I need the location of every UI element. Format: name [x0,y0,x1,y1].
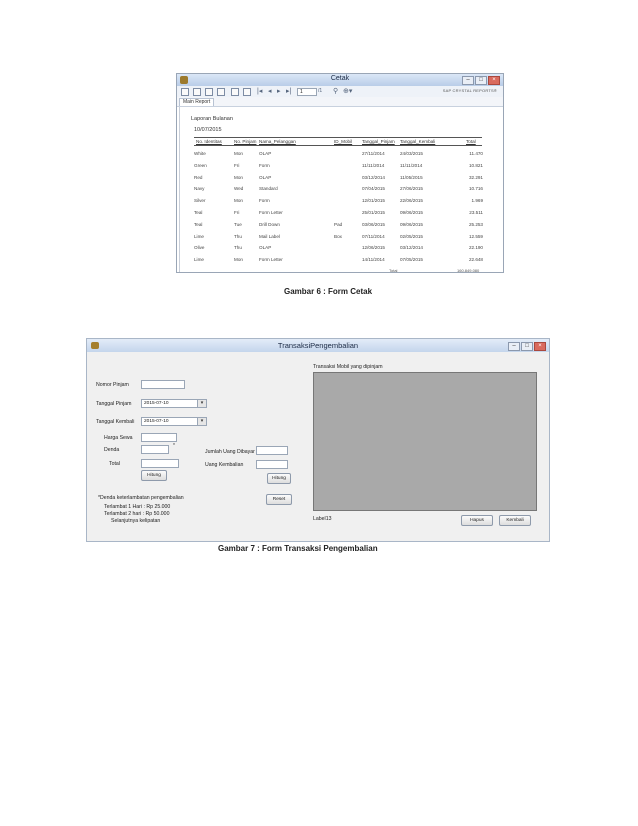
report-cell: Standard [259,186,278,192]
uang-kembalian-input[interactable] [256,460,288,469]
report-cell: 11/05/2015 [400,174,423,180]
denda-asterisk: * [173,443,175,449]
reset-button[interactable]: Reset [266,494,292,505]
report-cell: 25/01/2015 [362,210,385,215]
report-cell: Mon [234,198,243,204]
refresh-icon[interactable] [205,88,213,96]
report-cell: Thu [234,245,242,251]
col-header: ID_Mobil [334,139,353,144]
report-cell: Olive [194,245,205,251]
label-total: Total [109,461,120,467]
window-controls [462,76,500,85]
caption-figure-6: Gambar 6 : Form Cetak [284,287,373,296]
last-page-icon[interactable]: ▸| [286,88,292,95]
calendar-dropdown-icon[interactable]: ▾ [197,399,207,408]
grid-caption: Transaksi Mobil yang dipinjam [313,364,383,370]
note-denda-kelipatan: Selanjutnya kelipatan [111,518,161,524]
report-cell: Red [194,174,203,180]
label-nomor-pinjam: Nomor Pinjam [96,382,129,388]
report-cell: Teal [194,210,203,215]
transaksi-datagrid[interactable] [313,372,537,511]
report-cell: Navy [194,186,205,192]
label-denda: Denda [104,447,120,453]
report-cell: Fri [234,162,240,168]
status-label: Label13 [313,516,332,522]
report-cell: 27/11/2014 [362,151,385,156]
report-cell: 22/06/2015 [400,198,423,204]
label-jumlah-uang: Jumlah Uang Dibayar [205,449,255,455]
copy-icon[interactable] [217,88,225,96]
report-cell: Lime [194,257,204,263]
jumlah-uang-input[interactable] [256,446,288,455]
report-cell: Tue [234,221,242,227]
report-cell: Form Letter [259,257,283,263]
hapus-button[interactable]: Hapus [461,515,493,526]
col-header: Nama_Pelanggan [259,139,296,144]
col-header: No. Identitas [196,139,222,144]
caption-figure-7: Gambar 7 : Form Transaksi Pengembalian [218,544,378,553]
report-cell: 02/05/2015 [400,233,423,239]
window-controls [508,342,546,351]
total-input[interactable] [141,459,179,468]
close-icon[interactable]: × [488,76,500,85]
report-total-value: 160.849.080 [457,268,480,273]
report-cell: 24/03/2015 [400,151,423,156]
report-tabs [177,97,503,107]
group-tree-icon[interactable] [231,88,239,96]
report-cell: 14/11/2014 [362,257,385,263]
close-icon[interactable]: × [534,342,546,351]
report-title: Laporan Bulanan [191,116,233,122]
col-header: Tanggal_Pinjam [362,139,395,144]
report-cell: 12/01/2015 [362,198,385,204]
maximize-icon[interactable]: □ [475,76,487,85]
report-cell: Thu [234,233,242,239]
report-cell: Mail Label [259,233,280,239]
report-cell: 12/06/2015 [362,245,385,251]
report-cell: 27/06/2015 [400,186,423,192]
sap-brand: SAP CRYSTAL REPORTS® [442,88,497,93]
report-cell: Mon [234,257,243,263]
page-number: 1 [300,89,303,95]
label-harga-sewa: Harga Sewa [104,435,133,441]
report-cell: Fri [234,210,240,215]
page-edge [179,107,180,272]
nomor-pinjam-input[interactable] [141,380,185,389]
report-cell: 03/06/2015 [362,221,385,227]
report-cell: 03/12/2014 [400,245,423,251]
report-cell: 11/11/2014 [362,162,385,168]
print-icon[interactable] [193,88,201,96]
parameters-icon[interactable] [243,88,251,96]
report-cell: 22.190 [468,245,483,251]
window-titlebar [177,74,503,86]
window-title: Cetak [330,75,350,82]
prev-page-icon[interactable]: ◂ [268,88,272,95]
next-page-icon[interactable]: ▸ [277,88,281,95]
report-cell: 32.291 [468,174,483,180]
report-cell: 09/06/2015 [400,210,423,215]
report-date: 10/07/2015 [194,127,222,133]
report-cell: 22.648 [468,257,483,263]
report-cell: Mon [234,151,243,156]
window-title: TransaksiPengembalian [277,341,359,350]
page-total: /1 [318,88,323,94]
report-cell: 23.511 [469,210,483,215]
report-total-label: Total [389,268,398,273]
report-cell: Pad [334,221,343,227]
report-cell: OLAP [259,174,272,180]
report-cell: Form [259,198,270,204]
report-cell: 11/11/2014 [400,162,423,168]
report-cell: Mon [234,174,243,180]
label-tanggal-pinjam: Tanggal Pinjam [96,401,132,407]
transaksi-window [86,338,550,542]
export-icon[interactable] [181,88,189,96]
search-icon[interactable]: ⚲ [333,88,339,95]
report-cell: OLAP [259,245,272,251]
report-cell: 03/12/2014 [362,174,385,180]
report-cell: Wed [234,186,244,192]
window-titlebar [87,339,549,352]
report-cell: OLAP [259,151,272,156]
report-cell: 11.470 [469,151,483,156]
tab-main-report[interactable]: Main Report [179,98,214,106]
col-header: Tanggal_Kembali [400,139,436,144]
report-cell: Teal [194,221,203,227]
report-cell: 07/11/2014 [362,233,385,239]
page-number-input[interactable] [297,88,317,96]
hitung-kembalian-button[interactable]: Hitung [267,473,291,484]
report-cell: 07/05/2015 [400,257,423,263]
report-cell: Green [194,162,207,168]
report-header [194,137,482,146]
kembali-button[interactable]: Kembali [499,515,531,526]
col-header: No. Pinjam [234,139,257,144]
col-header: Total [466,139,476,144]
report-cell: 25.253 [468,221,483,227]
calendar-dropdown-icon[interactable]: ▾ [197,417,207,426]
report-cell: Box [334,233,342,239]
label-tanggal-kembali: Tanggal Kembali [96,419,135,425]
note-denda-1-hari: Terlambat 1 Hari : Rp 25.000 [104,504,171,510]
report-cell: 10.716 [468,186,483,192]
harga-sewa-input[interactable] [141,433,177,442]
label-uang-kembalian: Uang Kembalian [205,462,244,468]
report-cell: White [194,151,206,156]
maximize-icon[interactable]: □ [521,342,533,351]
report-cell: 10.821 [468,162,483,168]
tanggal-pinjam-picker[interactable]: 2015-07-10 [141,399,199,408]
report-cell: Form [259,162,270,168]
zoom-icon[interactable]: ⊕▾ [343,88,353,95]
report-cell: 07/04/2015 [362,186,385,192]
minimize-icon[interactable]: – [462,76,474,85]
report-cell: Drill Down [259,221,280,227]
report-cell: 09/06/2015 [400,221,423,227]
report-cell: Form Letter [259,210,283,215]
first-page-icon[interactable]: |◂ [257,88,263,95]
hitung-total-button[interactable]: Hitung [141,470,167,481]
report-cell: 12.559 [468,233,483,239]
minimize-icon[interactable]: – [508,342,520,351]
tanggal-kembali-picker[interactable]: 2015-07-10 [141,417,199,426]
report-cell: Silver [194,198,206,204]
note-denda-title: *Denda keterlambatan pengembalian [98,495,184,501]
report-cell: Lime [194,233,204,239]
cetak-window [176,73,504,273]
note-denda-2-hari: Terlambat 2 hari : Rp 50.000 [104,511,170,517]
report-cell: 1.969 [471,198,483,204]
denda-input[interactable] [141,445,169,454]
report-page [177,107,503,272]
